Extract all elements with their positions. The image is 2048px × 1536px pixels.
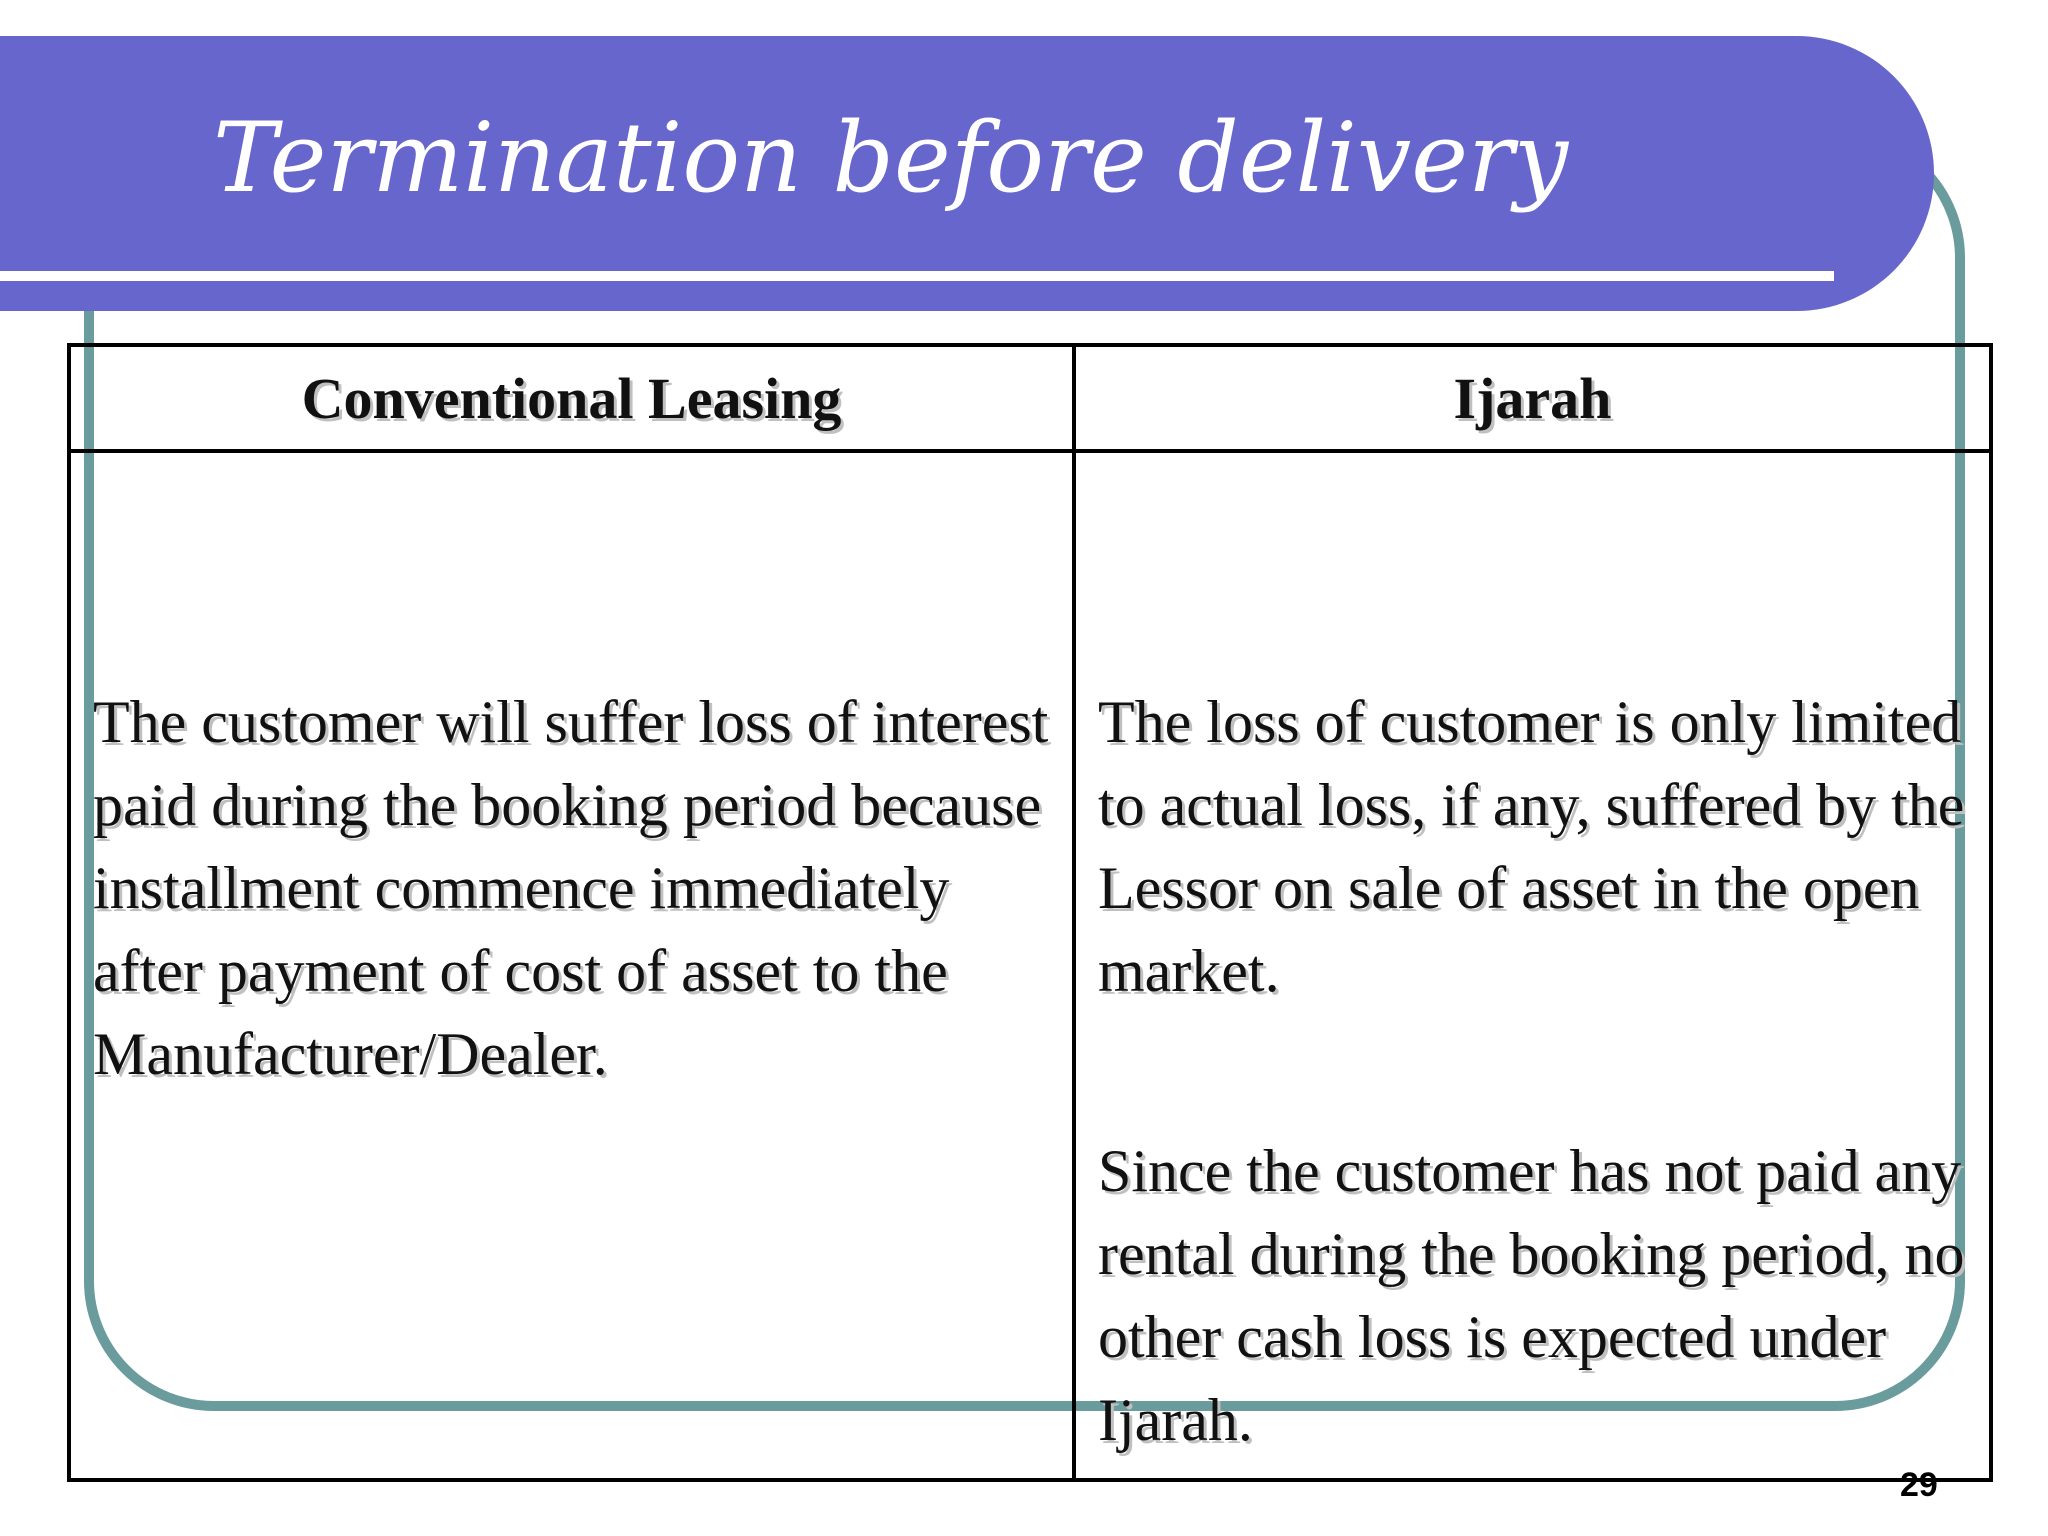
conventional-leasing-text — [71, 453, 1072, 1096]
cell-conventional-leasing — [69, 451, 1074, 1480]
conventional-leasing-paragraph: The customer will suffer loss of interest paid during the booking period because installment commence immediately after payment of cost of asset to the Manufacturer/Dealer. — [93, 689, 1049, 1087]
header-conventional-leasing: Conventional Leasing — [69, 345, 1074, 451]
table-row — [69, 451, 1991, 1480]
header-ijarah: Ijarah — [1074, 345, 1991, 451]
ijarah-paragraph-1: The loss of customer is only limited to actual loss, if any, suffered by the Lessor on sale of asset in the open market. — [1098, 689, 1965, 1004]
ijarah-paragraph-2: Since the customer has not paid any rental during the booking period, no other cash loss is expected under Ijarah. — [1098, 1138, 1965, 1453]
cell-ijarah — [1074, 451, 1991, 1480]
slide-title: Termination before delivery — [213, 102, 1569, 214]
page-number: 29 — [1900, 1466, 1938, 1504]
ijarah-text — [1076, 453, 1989, 1462]
comparison-table — [67, 343, 1993, 1482]
table-header-row — [69, 345, 1991, 451]
title-divider — [0, 271, 1834, 281]
